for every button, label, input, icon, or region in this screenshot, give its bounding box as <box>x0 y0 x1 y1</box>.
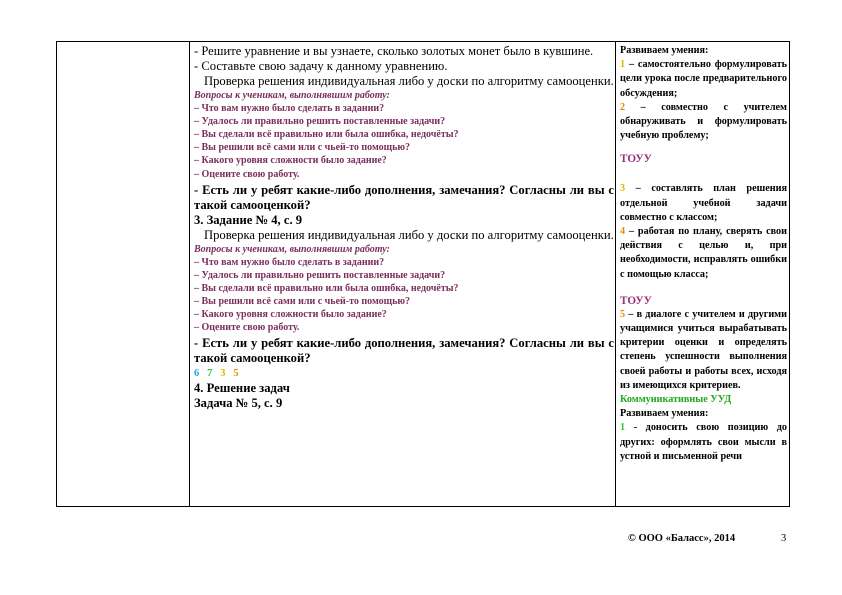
skills-column <box>620 44 787 464</box>
instruction-solve-equation: - Решите уравнение и вы узнаете, сколько золотых монет было в кувшине. <box>194 44 594 58</box>
develop-skills-heading: Развиваем умения: <box>620 408 709 420</box>
copyright-footer: © ООО «Баласс», 2014 <box>628 533 736 544</box>
tou-heading: ТОУУ <box>620 153 652 166</box>
question-item: – Вы решили всё сами или с чьей-то помощью? <box>194 296 411 308</box>
code-3: 3 <box>220 368 226 380</box>
question-item: – Что вам нужно было сделать в задании? <box>194 256 385 268</box>
skill-item: 5 – в диалоге с учителем и другими учащимися учиться вырабатывать критерии оценки и определять степень успешности выполнения своей работы и работы всех, исходя из имеющихся критериев. <box>620 308 787 391</box>
questions-header: Вопросы к ученикам, выполнявшим работу: <box>194 243 390 255</box>
code-5: 5 <box>233 368 239 380</box>
page-number: 3 <box>781 533 787 544</box>
check-instruction: Проверка решения индивидуальная либо у доски по алгоритму самооценки. <box>204 227 614 242</box>
skill-item: 4 – работая по плану, сверять свои действия с целью и, при необходимости, исправлять ошибки с помощью класса; <box>620 226 787 280</box>
question-item: – Какого уровня сложности было задание? <box>194 309 387 321</box>
question-item: – Вы решили всё сами или с чьей-то помощью? <box>194 142 411 154</box>
column-divider-2 <box>615 42 616 506</box>
lesson-table <box>56 41 790 507</box>
question-item: – Оцените свою работу. <box>194 168 300 180</box>
question-item: – Какого уровня сложности было задание? <box>194 155 387 167</box>
teacher-activity-column <box>194 44 614 411</box>
skill-item: 3 – составлять план решения отдельной учебной задачи совместно с классом; <box>620 183 787 223</box>
question-item: – Оцените свою работу. <box>194 322 300 334</box>
develop-skills-heading: Развиваем умения: <box>620 45 709 56</box>
instruction-compose-task: - Составьте свою задачу к данному уравнению. <box>194 59 448 73</box>
question-item: – Вы сделали всё правильно или была ошибка, недочёты? <box>194 282 459 294</box>
code-7: 7 <box>207 368 213 380</box>
skill-item: 1 – самостоятельно формулировать цели урока после предварительного обсуждения; <box>620 59 787 99</box>
questions-header: Вопросы к ученикам, выполнявшим работу: <box>194 90 390 101</box>
discussion-prompt: - Есть ли у ребят какие-либо дополнения, замечания? Согласны ли вы с такой самооценкой? <box>194 182 614 212</box>
questions-list <box>194 256 614 335</box>
skill-item: 2 – совместно с учителем обнаруживать и формулировать учебную проблему; <box>620 101 787 142</box>
discussion-prompt: - Есть ли у ребят какие-либо дополнения, замечания? Согласны ли вы с такой самооценкой? <box>194 336 614 366</box>
questions-list <box>194 102 614 181</box>
column-divider-1 <box>189 42 190 506</box>
code-6: 6 <box>194 368 200 380</box>
communicative-heading: Коммуникативные УУД <box>620 394 732 406</box>
question-item: – Вы сделали всё правильно или была ошибка, недочёты? <box>194 129 459 141</box>
task-3-heading: 3. Задание № 4, с. 9 <box>194 212 303 227</box>
question-item: – Что вам нужно было сделать в задании? <box>194 103 385 115</box>
task-5-heading: Задача № 5, с. 9 <box>194 396 283 411</box>
question-item: – Удалось ли правильно решить поставленные задачи? <box>194 269 446 281</box>
skill-codes <box>194 366 614 381</box>
question-item: – Удалось ли правильно решить поставленные задачи? <box>194 116 446 128</box>
task-4-heading: 4. Решение задач <box>194 381 290 396</box>
skill-item: 1 - доносить свою позицию до других: оформлять свои мысли в устной и письменной речи <box>620 422 787 462</box>
check-instruction: Проверка решения индивидуальная либо у доски по алгоритму самооценки. <box>204 74 614 88</box>
tou-heading: ТОУУ <box>620 294 652 307</box>
